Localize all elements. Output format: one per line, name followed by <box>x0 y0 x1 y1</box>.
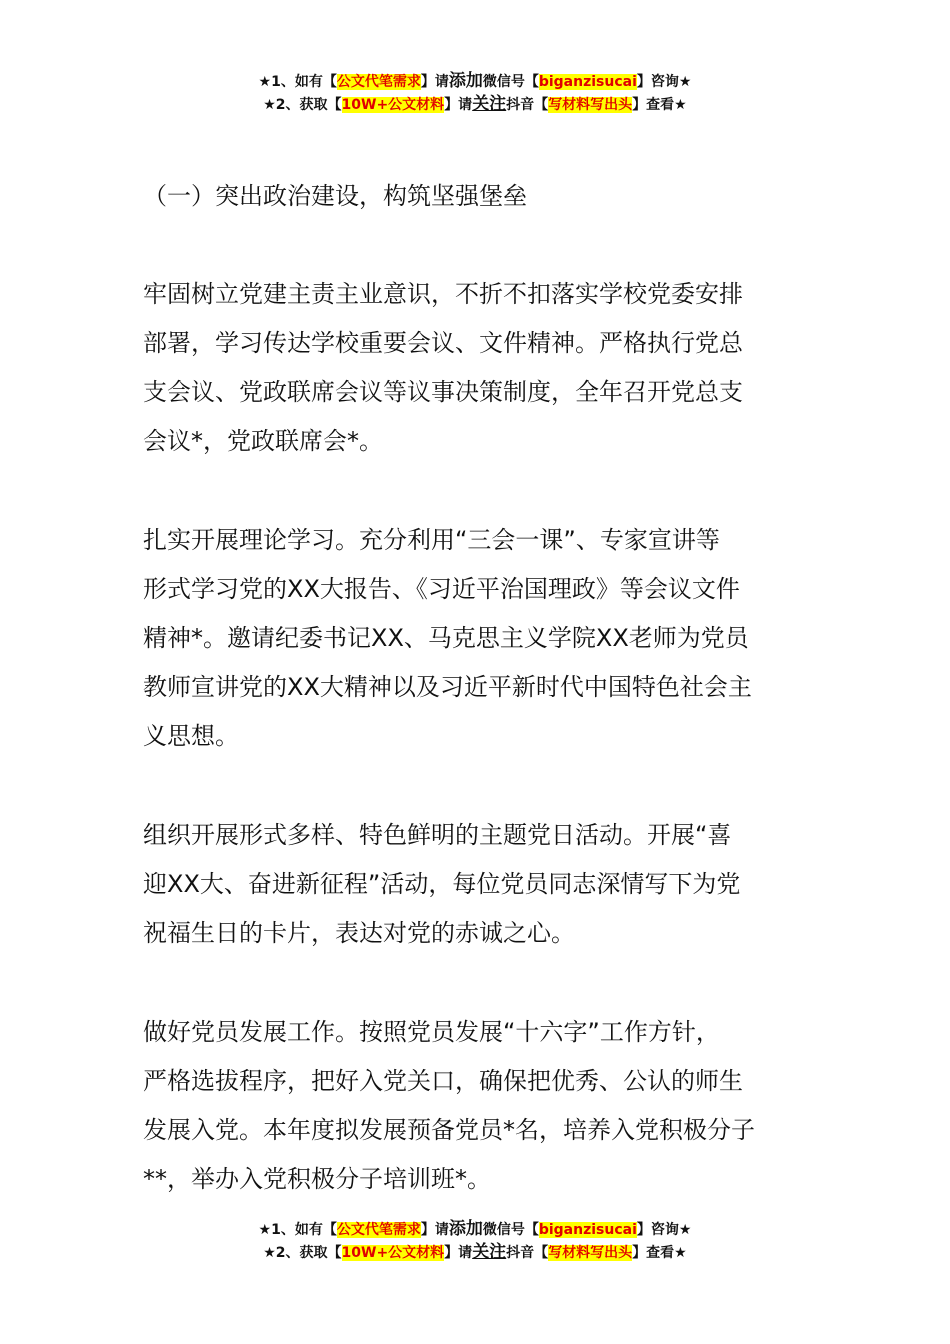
paragraph-member-development <box>143 1008 813 1204</box>
promo-emphasis: 关注 <box>472 1242 507 1262</box>
text-line: **，举办入党积极分子培训班*。 <box>143 1165 491 1193</box>
promo-line-1 <box>0 1218 950 1241</box>
text-line: 会议*，党政联席会*。 <box>143 427 383 455</box>
promo-highlight: 公文代笔需求 <box>336 1222 421 1238</box>
promo-text: 】查看★ <box>632 1245 687 1261</box>
promo-emphasis: 关注 <box>472 94 507 114</box>
promo-text: 】请 <box>420 1222 449 1238</box>
text-line: 做好党员发展工作。按照党员发展“十六字”工作方针， <box>143 1018 720 1046</box>
text-line: 迎XX大、奋进新征程”活动，每位党员同志深情写下为党 <box>143 870 741 898</box>
text-line: 组织开展形式多样、特色鲜明的主题党日活动。开展“喜 <box>143 821 732 849</box>
promo-text: 抖音【 <box>506 97 549 113</box>
promo-emphasis: 添加 <box>448 1219 483 1239</box>
text-line: 扎实开展理论学习。充分利用“三会一课”、专家宣讲等 <box>143 526 720 554</box>
section-heading: （一）突出政治建设，构筑坚强堡垒 <box>143 182 527 210</box>
text-line: 发展入党。本年度拟发展预备党员*名，培养入党积极分子 <box>143 1116 755 1144</box>
text-line: 部署，学习传达学校重要会议、文件精神。严格执行党总 <box>143 329 743 357</box>
promo-text: 微信号【 <box>482 74 539 90</box>
promo-text: ★2、获取【 <box>263 97 342 113</box>
text-line: 支会议、党政联席会议等议事决策制度，全年召开党总支 <box>143 378 743 406</box>
promo-line-2 <box>0 93 950 116</box>
text-line: 义思想。 <box>143 722 239 750</box>
text-line: 精神*。邀请纪委书记XX、马克思主义学院XX老师为党员 <box>143 624 749 652</box>
promo-text: 】咨询★ <box>636 1222 692 1238</box>
promo-line-1 <box>0 70 950 93</box>
promo-text: 】请 <box>420 74 449 90</box>
promo-line-2 <box>0 1241 950 1264</box>
promo-highlight: 10W+公文材料 <box>341 1245 445 1261</box>
promo-text: 抖音【 <box>506 1245 549 1261</box>
document-body <box>143 172 813 1254</box>
paragraph-party-day <box>143 811 813 958</box>
promo-text: 】查看★ <box>632 97 687 113</box>
promo-highlight: 10W+公文材料 <box>341 97 445 113</box>
text-line: 形式学习党的XX大报告、《习近平治国理政》等会议文件 <box>143 575 740 603</box>
promo-douyin-account: 写材料写出头 <box>548 97 633 113</box>
promo-text: ★2、获取【 <box>263 1245 342 1261</box>
text-line: 祝福生日的卡片，表达对党的赤诚之心。 <box>143 919 575 947</box>
promo-text: 】请 <box>444 97 473 113</box>
promo-wechat-id: biganzisucai <box>538 74 637 90</box>
promo-highlight: 公文代笔需求 <box>336 74 421 90</box>
text-line: 牢固树立党建主责主业意识，不折不扣落实学校党委安排 <box>143 280 743 308</box>
promo-wechat-id: biganzisucai <box>538 1222 637 1238</box>
promo-text: 】请 <box>444 1245 473 1261</box>
promo-text: 】咨询★ <box>636 74 692 90</box>
promo-banner-bottom <box>0 1218 950 1264</box>
text-line: 教师宣讲党的XX大精神以及习近平新时代中国特色社会主 <box>143 673 752 701</box>
promo-douyin-account: 写材料写出头 <box>548 1245 633 1261</box>
promo-text: ★1、如有【 <box>258 74 337 90</box>
promo-text: ★1、如有【 <box>258 1222 337 1238</box>
paragraph-theory-study <box>143 516 813 761</box>
promo-banner-top <box>0 70 950 116</box>
promo-text: 微信号【 <box>482 1222 539 1238</box>
paragraph-party-responsibility <box>143 270 813 466</box>
promo-emphasis: 添加 <box>448 71 483 91</box>
text-line: 严格选拔程序，把好入党关口，确保把优秀、公认的师生 <box>143 1067 743 1095</box>
